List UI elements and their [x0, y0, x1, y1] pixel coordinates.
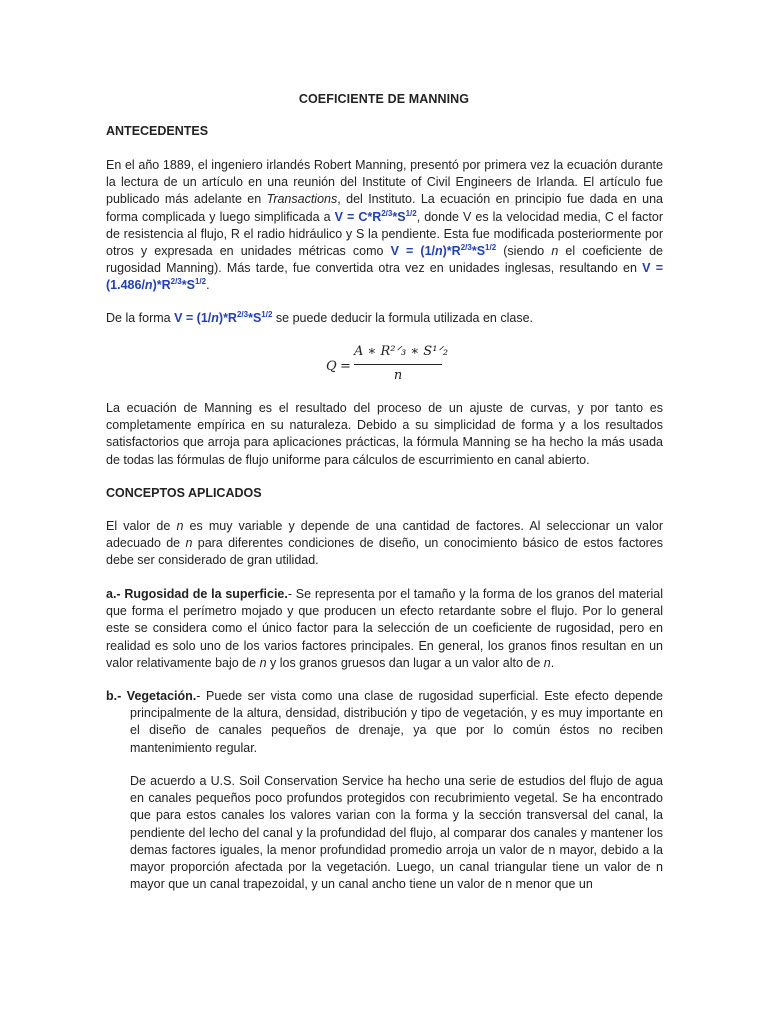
- text-run: - Se representa por el tamaño y la forma de los granos del material que forma el perímetro mojado y que producen un efecto retardante sobre el flujo. Por lo general este se considera como el único factor para la selección de un coeficiente de rugosidad, pero en realidad es solo uno de los varios factores principales. En general, los granos finos resultan en un valor relativamente bajo de: [106, 587, 663, 670]
- text-run: .: [206, 278, 210, 293]
- document-title: COEFICIENTE DE MANNING: [298, 92, 470, 106]
- text-run: (siendo: [496, 244, 552, 259]
- text-run: , del Instituto. La ecuación en principio fue dada en una forma complicada y luego simplificada a: [106, 192, 663, 224]
- fraction-bar: [354, 364, 442, 365]
- paragraph-empirical: La ecuación de Manning es el resultado del proceso de un ajuste de curvas, y por tanto es completamente empírica en su naturaleza. Debido a su simplicidad de forma y a los resultados satisfactorios que arroja para aplicaciones prácticas, la fórmula Manning se ha hecho la más usada de todas las fórmulas de flujo uniforme para cálculos de escurrimiento en canal abierto.: [106, 401, 663, 467]
- equation-inline-4: $V = (1/n)*R^{2/3}*S^{1/2}$: [174, 310, 273, 325]
- text-run: De la forma: [106, 311, 175, 325]
- equation-inline-1: $V = C*R^{2/3}*S^{1/2}$: [334, 208, 417, 224]
- item-label-a: a.- Rugosidad de la superficie.: [106, 587, 288, 601]
- text-run: El valor de: [106, 519, 177, 533]
- formula-numerator: A ∗ R²ᐟ₃ ∗ S¹ᐟ₂: [354, 344, 449, 359]
- text-italic: n: [185, 536, 193, 551]
- text-run: se puede deducir la formula utilizada en clase.: [272, 311, 533, 325]
- text-run: el coeficiente de rugosidad Manning). Más tarde, fue convertida otra vez en unidades inglesas, resultando en: [106, 244, 664, 276]
- paragraph-formula-intro: [106, 310, 663, 327]
- manning-flow-formula: [326, 344, 449, 386]
- section-heading-antecedentes: ANTECEDENTES: [106, 124, 209, 138]
- text-run: - Puede ser vista como una clase de rugosidad superficial. Este efecto depende principalmente de la altura, densidad, distribución y tipo de vegetación, y es muy importante en el diseño de canales pequeños de drenaje, ya que por lo común éstos no reciben mantenimiento regular.: [130, 689, 663, 755]
- text-italic: Transactions: [266, 192, 338, 207]
- paragraph-history: [106, 157, 663, 295]
- paragraph-vegetacion: [106, 688, 663, 757]
- text-run: es muy variable y depende de una cantidad de factores. Al seleccionar un valor adecuado de: [106, 519, 663, 551]
- paragraph-rugosidad: [106, 586, 663, 672]
- equation-inline-3: $V = (1.486/n)*R^{2/3}*S^{1/2}$: [106, 261, 663, 293]
- item-label-b: b.- Vegetación.: [106, 689, 197, 703]
- text-italic: n: [259, 655, 267, 670]
- paragraph-soil-conservation: De acuerdo a U.S. Soil Conservation Service ha hecho una serie de estudios del flujo de agua en canales pequeños poco profundos protegidos con recubrimiento vegetal. Se ha encontrado que para estos canales los valores varian con la forma y la sección transversal del canal, la pendiente del lecho del canal y la profundidad del flujo, al comparar dos canales y mantener los demas factores iguales, la menor profundidad promedio arroja un valor de n mayor, debido a la mayor proporción afectada por la vegetación. Luego, un canal triangular tiene un valor de n mayor que un canal trapezoidal, y un canal ancho tiene un valor de n menor que un: [130, 774, 663, 892]
- paragraph-n-value: [106, 518, 663, 570]
- text-run: .: [550, 655, 555, 670]
- formula-lhs: Q: [326, 359, 337, 374]
- text-run: para diferentes condiciones de diseño, un conocimiento básico de estos factores debe ser considerado de gran utilidad.: [106, 536, 664, 568]
- text-italic: n: [551, 244, 559, 259]
- equation-inline-2: $V = (1/n)*R^{2/3}*S^{1/2}$: [390, 243, 497, 259]
- text-italic: n: [176, 519, 184, 533]
- formula-denominator: n: [393, 368, 403, 383]
- formula-equals: =: [340, 359, 351, 374]
- text-run: En el año 1889, el ingeniero irlandés Robert Manning, presentó por primera vez la ecuación durante la lectura de un artículo en una reunión del Institute of Civil Engineers de Irlanda. El artículo fue publicado más adelante en: [106, 158, 663, 207]
- text-run: , donde V es la velocidad media, C el factor de resistencia al flujo, R el radio hidráulico y S la pendiente. Esta fue modificada posteriormente por otros y expresada en unidades métricas como: [106, 209, 663, 259]
- text-italic: n: [543, 655, 551, 670]
- section-heading-conceptos: CONCEPTOS APLICADOS: [106, 486, 262, 500]
- text-run: y los granos gruesos dan lugar a un valor alto de: [266, 655, 544, 670]
